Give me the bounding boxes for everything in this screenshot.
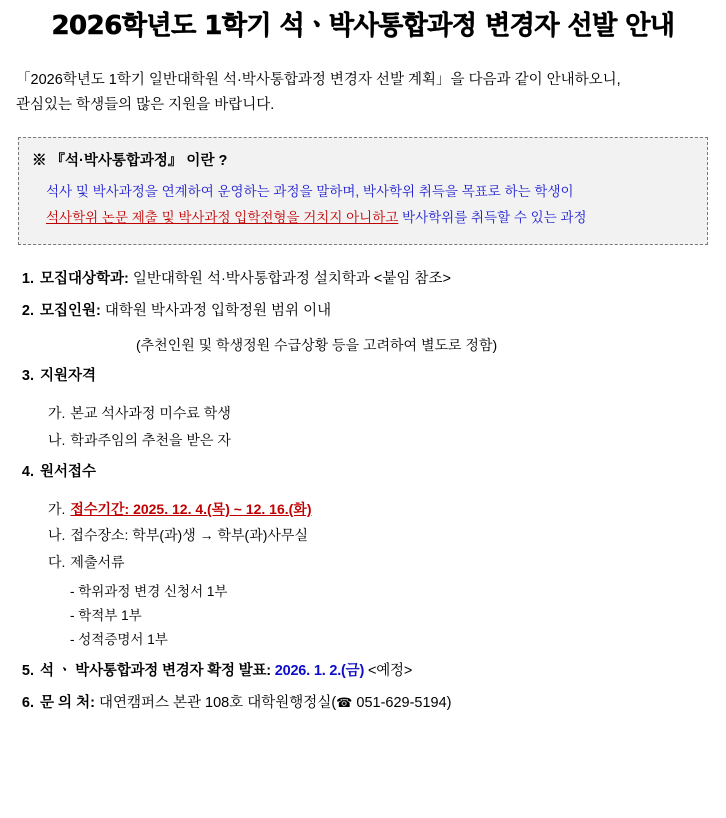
- sub-item-text: 접수장소: 학부(과)생 → 학부(과)사무실: [70, 527, 308, 544]
- definition-callout-box: [18, 137, 708, 246]
- notice-items: [14, 259, 712, 715]
- sub-item-text: 본교 석사과정 미수료 학생: [70, 405, 231, 422]
- item-note: (추천인원 및 학생정원 수급상황 등을 고려하여 별도로 정함): [136, 336, 498, 353]
- item-label: 석 ㆍ 박사통합과정 변경자 확정 발표:: [40, 662, 271, 679]
- item-label: 지원자격: [40, 368, 97, 385]
- sub-item-text: 학과주임의 추천을 받은 자: [70, 431, 231, 448]
- item-label: 문 의 처:: [40, 694, 95, 711]
- definition-heading-text: ※ 『석·박사통합과정』 이란 ?: [32, 152, 228, 169]
- definition-body: [46, 179, 694, 232]
- telephone-icon: ☎: [336, 695, 353, 711]
- list-item: [14, 452, 712, 651]
- sub-item: [48, 398, 712, 425]
- sub-item-marker: 가.: [48, 500, 66, 517]
- item-number: 5.: [21, 662, 34, 679]
- contact-phone: 051-629-5194): [352, 694, 452, 711]
- item-label: 모집인원:: [40, 303, 101, 320]
- definition-line-1: 석사 및 박사과정을 연계하여 운영하는 과정을 말하며, 박사학위 취득을 목표로 하는 학생이: [46, 183, 574, 199]
- item-text: 대연캠퍼스 본관 108호 대학원행정실(: [94, 694, 337, 711]
- item-number: 3.: [21, 368, 34, 385]
- list-item: - 학위과정 변경 신청서 1부: [70, 583, 228, 599]
- list-item: [14, 683, 712, 715]
- sub-item-marker: 다.: [48, 554, 66, 571]
- item-text: 일반대학원 석·박사통합과정 설치학과 <붙임 참조>: [128, 271, 451, 288]
- page-title: 2026학년도 1학기 석ㆍ박사통합과정 변경자 선발 안내: [51, 11, 675, 41]
- sub-item-application-period: [48, 494, 712, 521]
- definition-line-2-underlined: 석사학위 논문 제출 및 박사과정 입학전형을 거치지 아니하고: [46, 209, 399, 225]
- intro-line-1: 「2026학년도 1학기 일반대학원 석·박사통합과정 변경자 선발 계획」을 다음과 같이 안내하오니,: [16, 71, 621, 88]
- list-item: [14, 651, 712, 683]
- sub-item-marker: 나.: [48, 431, 66, 448]
- item-label: 원서접수: [40, 463, 97, 480]
- list-item: - 학적부 1부: [70, 608, 142, 624]
- list-item: [14, 291, 712, 356]
- sub-item-marker: 가.: [48, 405, 66, 422]
- sub-item: [48, 425, 712, 452]
- item-subitems: [48, 398, 712, 451]
- item-number: 2.: [21, 303, 34, 320]
- item-number: 1.: [21, 271, 34, 288]
- item-text: <예정>: [364, 662, 413, 679]
- sub-item-marker: 나.: [48, 527, 66, 544]
- announcement-date: 2026. 1. 2.(금): [270, 662, 365, 679]
- item-text: 대학원 박사과정 입학정원 범위 이내: [100, 303, 332, 320]
- item-number: 6.: [21, 694, 34, 711]
- list-item: - 성적증명서 1부: [70, 632, 168, 648]
- definition-heading: [32, 149, 694, 170]
- list-item: [14, 356, 712, 452]
- intro-paragraph: [16, 68, 710, 119]
- application-period-text: 접수기간: 2025. 12. 4.(목) ~ 12. 16.(화): [70, 500, 312, 517]
- sub-item: [48, 520, 712, 547]
- item-number: 4.: [21, 463, 34, 480]
- item-label: 모집대상학과:: [40, 271, 129, 288]
- list-item: [14, 259, 712, 291]
- documents-list: [70, 578, 712, 651]
- intro-line-2: 관심있는 학생들의 많은 지원을 바랍니다.: [16, 97, 275, 114]
- sub-item: [48, 547, 712, 650]
- item-subitems: [48, 494, 712, 651]
- sub-item-text: 제출서류: [70, 554, 125, 571]
- definition-line-2-rest: 박사학위를 취득할 수 있는 과정: [398, 209, 587, 225]
